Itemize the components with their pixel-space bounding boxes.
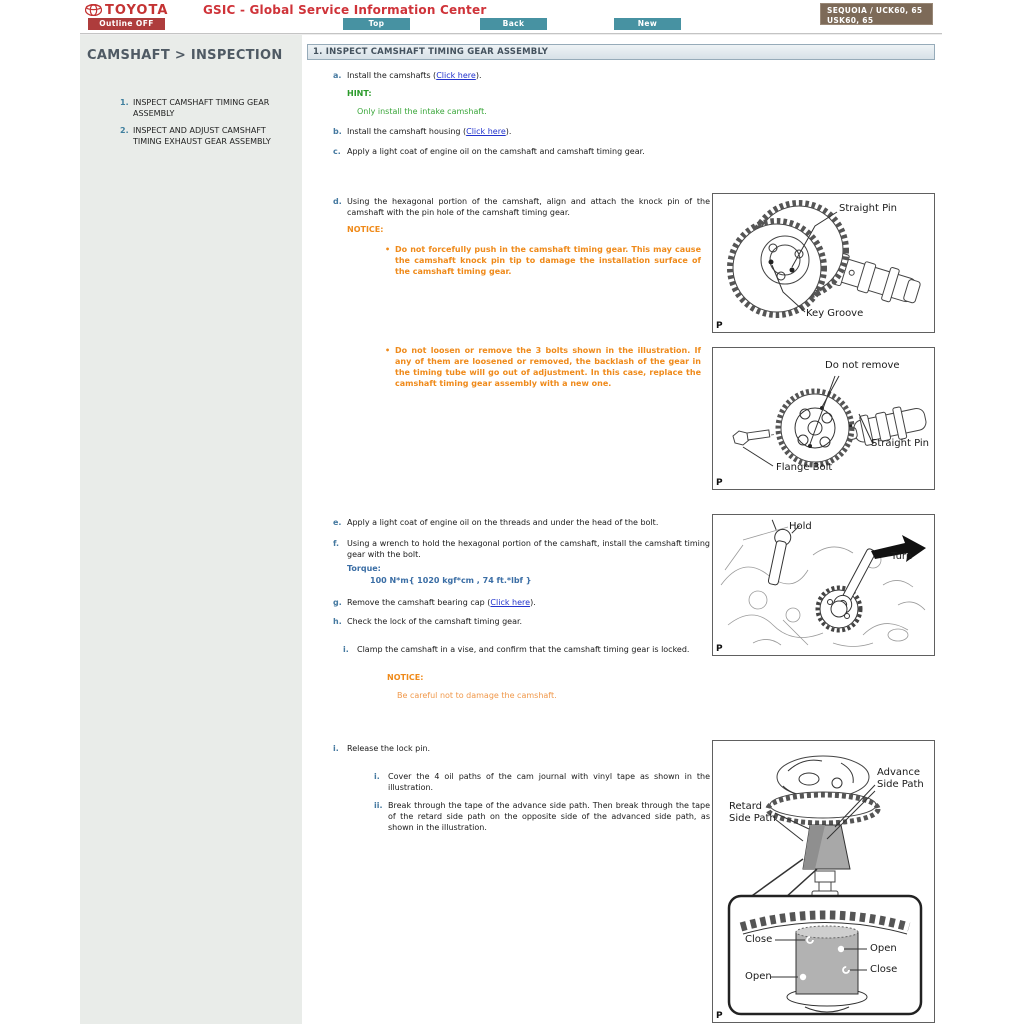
step-h	[333, 616, 710, 627]
close-label: Close	[870, 964, 898, 975]
sidebar-item-label: INSPECT CAMSHAFT TIMING GEAR ASSEMBLY	[133, 98, 270, 118]
brand-text: TOYOTA	[105, 3, 169, 18]
step-c	[333, 146, 710, 157]
back-button[interactable]: Back	[480, 18, 547, 30]
step-text: Check the lock of the camshaft timing gear.	[347, 617, 523, 626]
key-groove-label: Key Groove	[806, 308, 864, 319]
step-text	[347, 70, 710, 81]
step-marker: i.	[374, 772, 380, 781]
step-marker: b.	[333, 127, 342, 136]
step-a	[333, 70, 710, 81]
outline-off-button[interactable]: Outline OFF	[88, 18, 165, 30]
open-label: Open	[745, 971, 772, 982]
step-marker: g.	[333, 598, 342, 607]
hint-label: HINT:	[347, 89, 372, 98]
breadcrumb: CAMSHAFT > INSPECTION	[87, 48, 283, 63]
step-i-clamp	[343, 644, 710, 655]
click-here-link[interactable]: Click here	[490, 598, 531, 607]
page-title: GSIC - Global Service Information Center	[203, 3, 487, 17]
step-text: Release the lock pin.	[347, 744, 431, 753]
wrench-engine-illustration	[713, 515, 934, 655]
step-marker: c.	[333, 147, 341, 156]
vehicle-badge	[820, 3, 933, 25]
step-marker: ii.	[374, 801, 383, 810]
step-marker: e.	[333, 518, 342, 527]
new-button[interactable]: New	[614, 18, 681, 30]
step-marker: h.	[333, 617, 342, 626]
step-text: Apply a light coat of engine oil on the threads and under the head of the bolt.	[347, 518, 659, 527]
notice-text: Be careful not to damage the camshaft.	[397, 691, 557, 700]
straight-pin-label: Straight Pin	[871, 438, 929, 449]
sidebar-item-number: 1.	[120, 98, 129, 107]
step-text-part: Install the camshafts (	[347, 71, 437, 80]
notice-bullet: • Do not loosen or remove the 3 bolts shown in the illustration. If any of them are loosened or removed, the backlash of the gear in the timing tube will go out of adjustment. In this case, replace the camshaft timing gear assembly with a new one.	[383, 345, 701, 389]
hint-text: Only install the intake camshaft.	[357, 107, 487, 116]
step-text: Cover the 4 oil paths of the cam journal with vinyl tape as shown in the illustration.	[388, 772, 710, 792]
step-text	[347, 126, 710, 137]
notice-bullet: • Do not forcefully push in the camshaft timing gear. This may cause the camshaft knock pin tip to damage the installation surface of the camshaft timing gear.	[383, 244, 701, 277]
section-header: 1. INSPECT CAMSHAFT TIMING GEAR ASSEMBLY	[307, 44, 935, 60]
sidebar-item-number: 2.	[120, 126, 129, 135]
step-marker: i.	[343, 645, 349, 654]
step-text	[347, 597, 710, 608]
vehicle-badge-line1: SEQUOIA / UCK60, 65	[827, 6, 923, 15]
step-text-part: Remove the camshaft bearing cap (	[347, 598, 491, 607]
straight-pin-label: Straight Pin	[839, 203, 897, 214]
figure-watermark: P	[716, 478, 723, 488]
step-text-part: ).	[505, 127, 512, 136]
step-g	[333, 597, 710, 608]
click-here-link[interactable]: Click here	[436, 71, 476, 80]
sidebar-item-inspect-timing-gear[interactable]	[120, 97, 286, 119]
figure-watermark: P	[716, 644, 723, 654]
figure-flange-bolt	[712, 347, 935, 490]
notice-label: NOTICE:	[347, 225, 384, 234]
figure-watermark: P	[716, 1011, 723, 1021]
top-button[interactable]: Top	[343, 18, 410, 30]
retard-side-path-label: Retard Side Path	[729, 801, 776, 824]
torque-value: 100 N*m{ 1020 kgf*cm , 74 ft.*lbf }	[370, 576, 532, 585]
flange-bolt-label: Flange Bolt	[776, 462, 833, 473]
step-b	[333, 126, 710, 137]
step-text: Break through the tape of the advance side path. Then break through the tape of the retard side path on the opposite side of the advanced side path, as shown in the illustration.	[388, 801, 710, 832]
step-text-part: Install the camshaft housing (	[347, 127, 467, 136]
step-text: Apply a light coat of engine oil on the camshaft and camshaft timing gear.	[347, 147, 645, 156]
figure-watermark: P	[716, 321, 723, 331]
step-e	[333, 517, 710, 528]
notice-label: NOTICE:	[387, 673, 424, 682]
sidebar-item-inspect-adjust-exhaust-gear[interactable]	[120, 125, 286, 147]
step-text: Clamp the camshaft in a vise, and confirm that the camshaft timing gear is locked.	[357, 645, 690, 654]
step-marker: f.	[333, 539, 340, 548]
step-marker: a.	[333, 71, 342, 80]
substep-ii	[374, 800, 710, 833]
step-f	[333, 538, 710, 560]
advance-side-path-label: Advance Side Path	[877, 767, 924, 790]
toyota-logo-icon	[85, 4, 102, 16]
step-text-part: ).	[475, 71, 482, 80]
vehicle-badge-line2: USK60, 65	[827, 16, 874, 25]
figure-oil-paths	[712, 740, 935, 1023]
step-marker: d.	[333, 197, 342, 206]
open-label: Open	[870, 943, 897, 954]
step-text: Using the hexagonal portion of the camshaft, align and attach the knock pin of the camshaft with the pin hole of the camshaft timing gear.	[347, 197, 710, 217]
substep-i	[374, 771, 710, 793]
step-text-part: ).	[530, 598, 536, 607]
sidebar	[80, 35, 302, 1024]
hold-label: Hold	[789, 521, 812, 532]
step-text: Using a wrench to hold the hexagonal portion of the camshaft, install the camshaft timing gear with the bolt.	[347, 539, 710, 559]
click-here-link[interactable]: Click here	[466, 127, 506, 136]
do-not-remove-label: Do not remove	[825, 360, 900, 371]
sidebar-item-label: INSPECT AND ADJUST CAMSHAFT TIMING EXHAUST GEAR ASSEMBLY	[133, 126, 271, 146]
step-d	[333, 196, 710, 218]
torque-label: Torque:	[347, 564, 381, 573]
close-label: Close	[745, 934, 773, 945]
step-i-release	[333, 743, 710, 754]
step-marker: i.	[333, 744, 339, 753]
figure-hold-turn	[712, 514, 935, 656]
turn-label: Turn	[891, 551, 913, 562]
figure-timing-gear-pin	[712, 193, 935, 333]
